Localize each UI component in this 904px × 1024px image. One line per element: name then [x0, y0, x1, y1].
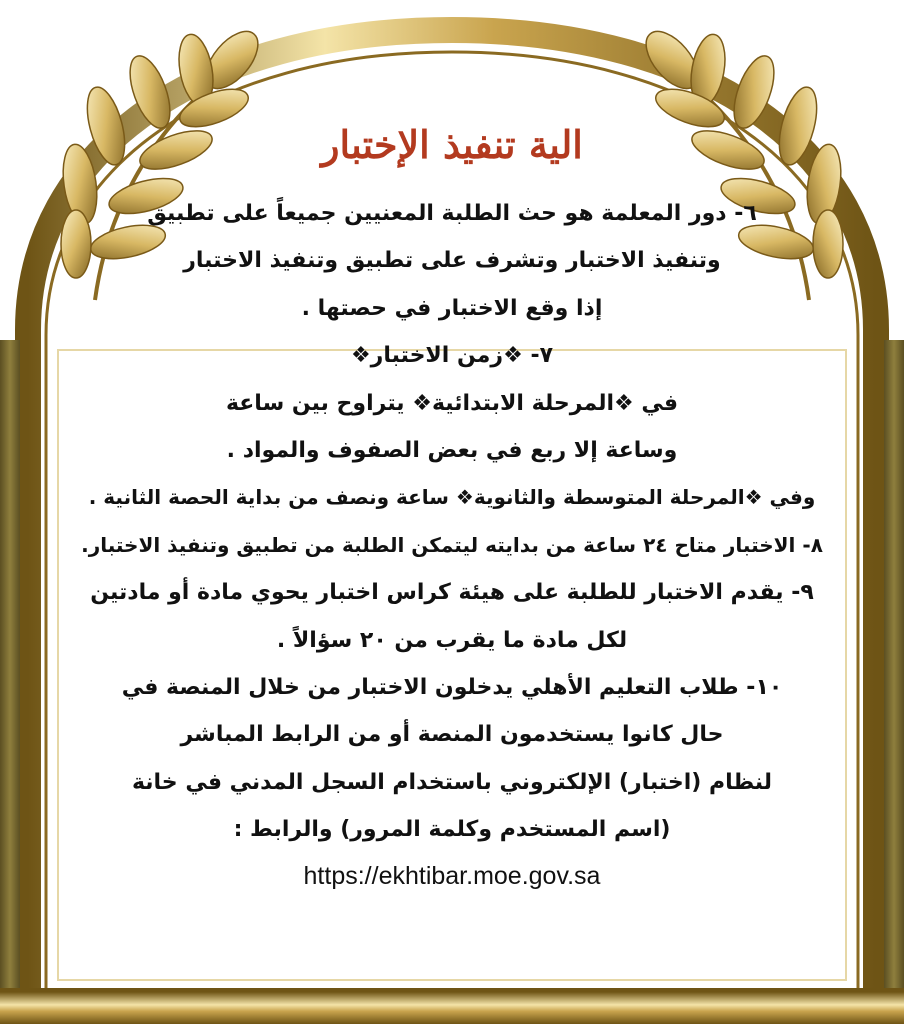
text-line-7: وفي ❖المرحلة المتوسطة والثانوية❖ ساعة ونصف من بداية الحصة الثانية . [88, 485, 816, 510]
ekhtibar-link[interactable]: https://ekhtibar.moe.gov.sa [303, 862, 601, 891]
text-line-6: وساعة إلا ربع في بعض الصفوف والمواد . [226, 437, 678, 463]
text-line-4: ٧- ❖زمن الاختبار❖ [350, 343, 554, 369]
text-line-11: ١٠- طلاب التعليم الأهلي يدخلون الاختبار من خلال المنصة في [121, 674, 783, 700]
text-line-9: ٩- يقدم الاختبار للطلبة على هيئة كراس اختبار يحوي مادة أو مادتين [90, 580, 814, 606]
main-content [30, 100, 874, 901]
page-title: الية تنفيذ الإختبار [321, 122, 583, 167]
text-line-1: ٦- دور المعلمة هو حث الطلبة المعنيين جميعاً على تطبيق [147, 201, 757, 226]
text-line-12: حال كانوا يستخدمون المنصة أو من الرابط المباشر [180, 722, 724, 748]
text-line-10: لكل مادة ما يقرب من ٢٠ سؤالاً . [276, 627, 628, 653]
text-line-8: ٨- الاختبار متاح ٢٤ ساعة من بدايته ليتمكن الطلبة من تطبيق وتنفيذ الاختبار. [81, 532, 823, 557]
text-line-5: في ❖المرحلة الابتدائية❖ يتراوح بين ساعة [225, 390, 679, 416]
text-line-3: إذا وقع الاختبار في حصتها . [301, 295, 603, 321]
text-line-14: (اسم المستخدم وكلمة المرور) والرابط : [233, 817, 671, 843]
text-line-13: لنظام (اختبار) الإلكتروني باستخدام السجل المدني في خانة [131, 769, 773, 795]
text-line-2: وتنفيذ الاختبار وتشرف على تطبيق وتنفيذ الاختبار [183, 248, 721, 274]
